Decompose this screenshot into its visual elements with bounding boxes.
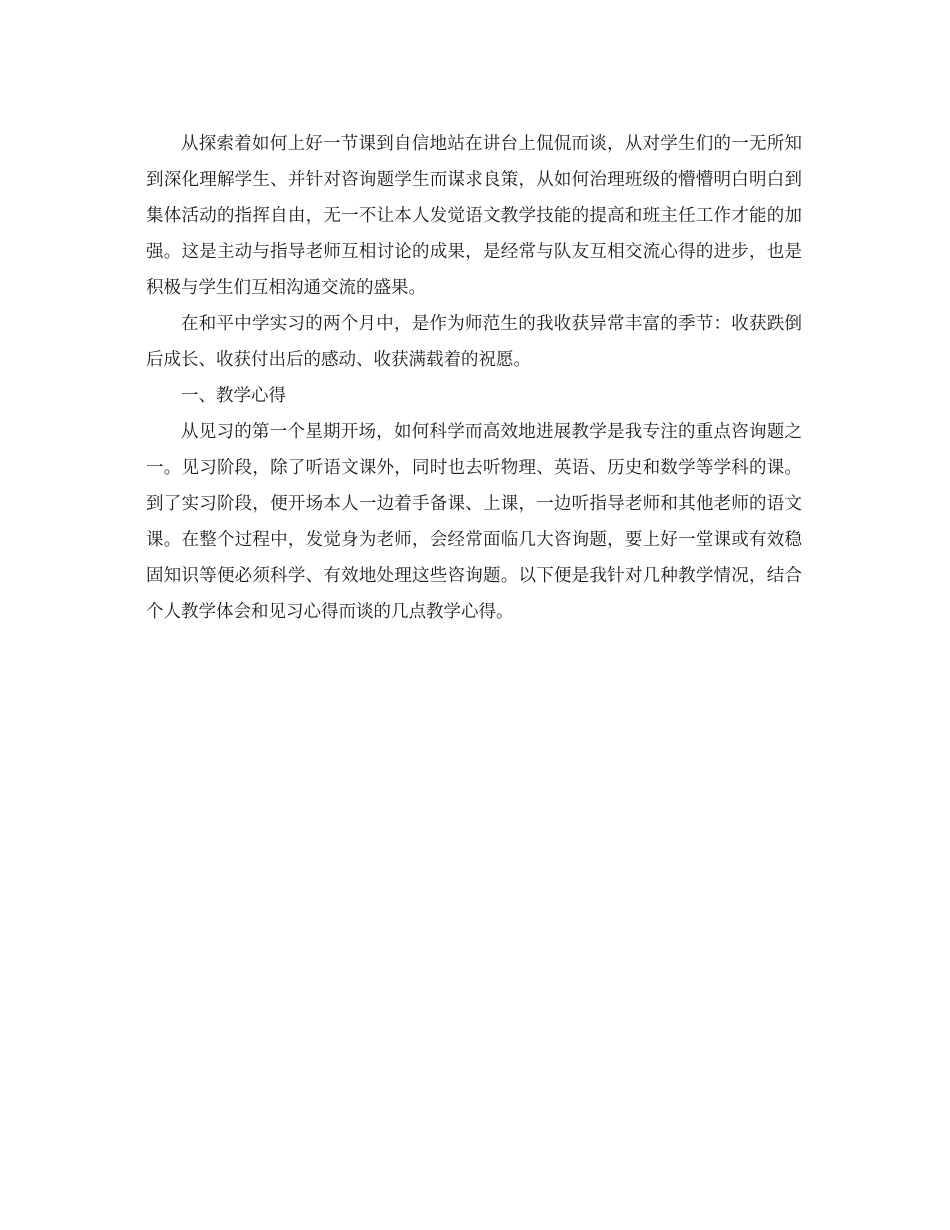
section-heading-teaching: 一、教学心得 — [181, 386, 286, 406]
paragraph-teaching: 从见习的第一个星期开场，如何科学而高效地进展教学是我专注的重点咨询题之一。见习阶段，除了听语文课外，同时也去听物理、英语、历史和数学等学科的课。到了实习阶段，便开场本人一边着手备课、上课，一边听指导老师和其他老师的语文课。在整个过程中，发觉身为老师，会经常面临几大咨询题，要上好一堂课或有效稳固知识等便必须科学、有效地处理这些咨询题。以下便是我针对几种教学情况，结合个人教学体会和见习心得而谈的几点教学心得。 — [146, 422, 802, 622]
paragraph-harvest: 在和平中学实习的两个月中，是作为师范生的我收获异常丰富的季节：收获跌倒后成长、收获付出后的感动、收获满载着的祝愿。 — [146, 314, 802, 370]
document-body — [146, 126, 802, 630]
paragraph-intro: 从探索着如何上好一节课到自信地站在讲台上侃侃而谈，从对学生们的一无所知到深化理解学生、并针对咨询题学生而谋求良策，从如何治理班级的懵懵明白明白到集体活动的指挥自由，无一不让本人发觉语文教学技能的提高和班主任工作才能的加强。这是主动与指导老师互相讨论的成果，是经常与队友互相交流心得的进步，也是积极与学生们互相沟通交流的盛果。 — [146, 134, 802, 298]
